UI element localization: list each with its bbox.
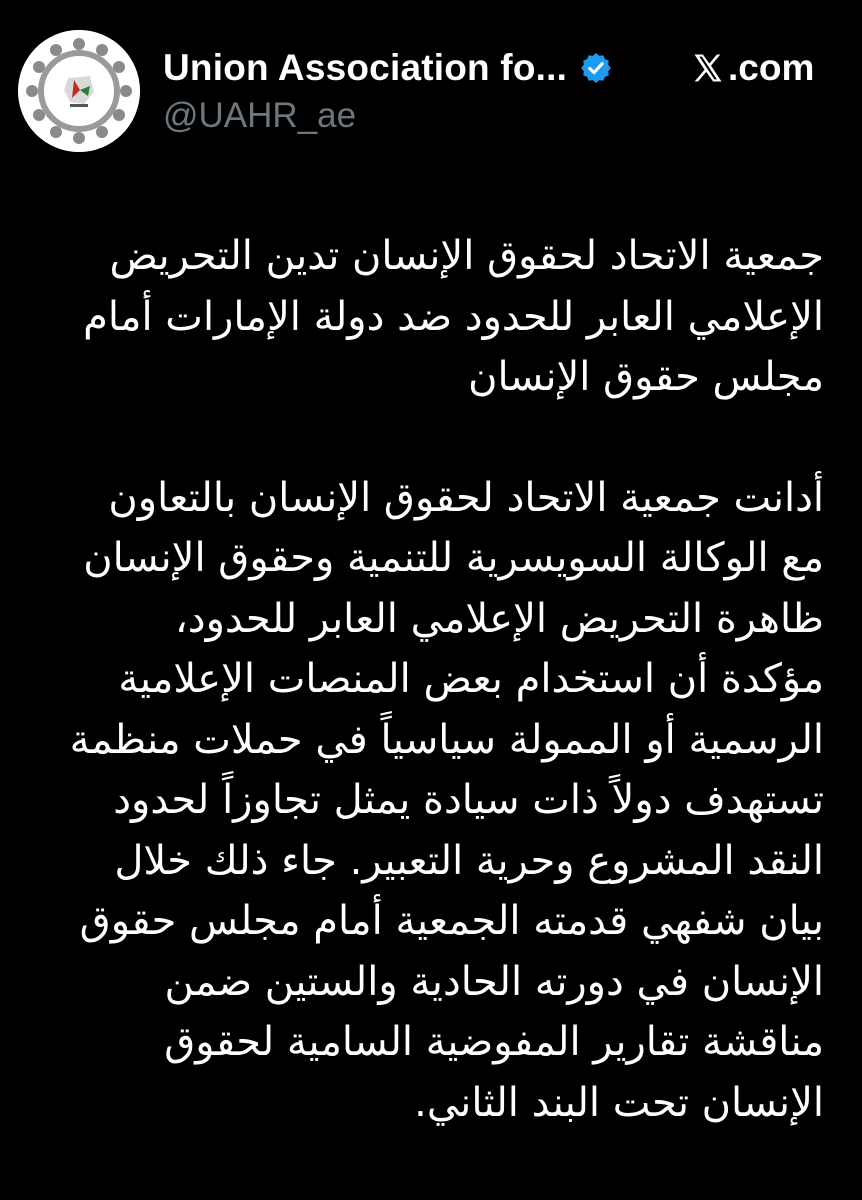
tweet-text [30,226,824,1133]
verified-badge-icon [579,51,613,85]
organization-logo-icon [18,30,140,152]
avatar[interactable] [18,30,140,152]
tweet-header [0,0,862,170]
paragraph-gap [30,408,824,468]
tweet-paragraph: أدانت جمعية الاتحاد لحقوق الإنسان بالتعاون مع الوكالة السويسرية للتنمية وحقوق الإنسان ظاهرة التحريض الإعلامي العابر للحدود، مؤكدة أن استخدام بعض المنصات الإعلامية الرسمية أو الممولة سياسياً في حملات منظمة تستهدف دولاً ذات سيادة يمثل تجاوزاً لحدود النقد المشروع وحرية التعبير. جاء ذلك خلال بيان شفهي قدمته الجمعية أمام مجلس حقوق الإنسان في دورته الحادية والستين ضمن مناقشة تقارير المفوضية السامية لحقوق الإنسان تحت البند الثاني. [69,474,824,1126]
account-handle[interactable]: @UAHR_ae [163,96,357,135]
tweet-headline: جمعية الاتحاد لحقوق الإنسان تدين التحريض الإعلامي العابر للحدود ضد دولة الإمارات أمام مجلس حقوق الإنسان [83,233,824,400]
source-link[interactable] [690,44,814,92]
source-label: .com [728,47,815,88]
display-name-row [163,42,613,94]
display-name[interactable]: Union Association fo... [163,47,568,88]
x-logo-icon [690,50,726,86]
